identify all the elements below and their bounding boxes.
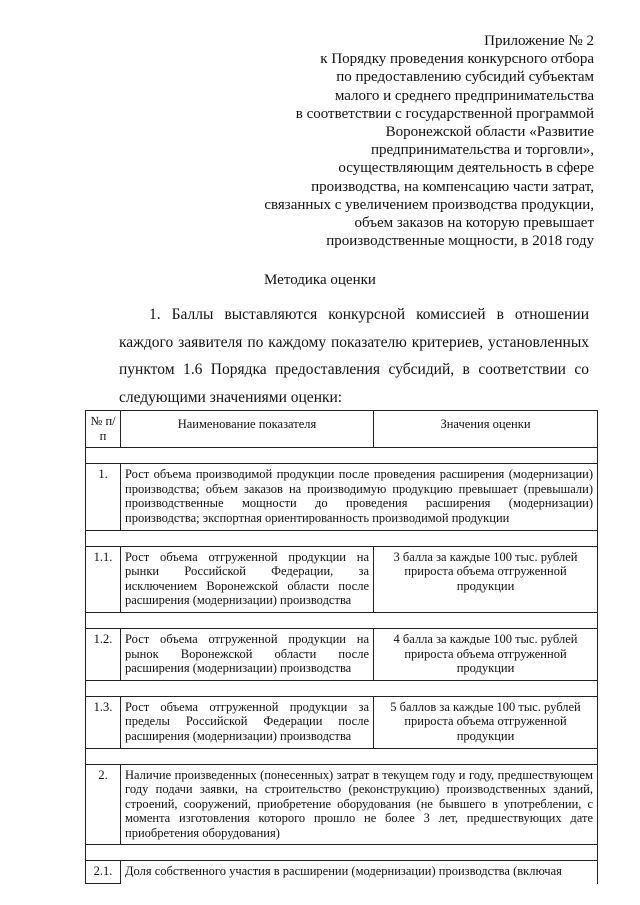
table-spacer xyxy=(86,448,598,464)
row-number: 1.2. xyxy=(86,628,121,680)
table-row xyxy=(86,696,598,748)
row-text: Рост объема производимой продукции после проведения расширения (модернизации) производства; объем заказов на производимую продукцию превышает (превышали) производственные мощности до проведения расширения (модернизации) производства; экспортная ориентированность производимой продукции xyxy=(121,464,598,530)
row-score-value: 4 балла за каждые 100 тыс. рублей прироста объема отгруженной продукции xyxy=(374,628,598,680)
appendix-line: производственные мощности, в 2018 году xyxy=(326,233,594,250)
row-number: 1.1. xyxy=(86,546,121,612)
appendix-line: в соответствии с государственной программой xyxy=(295,105,594,122)
row-text: Доля собственного участия в расширении (модернизации) производства (включая xyxy=(121,861,598,884)
appendix-line: связанных с увеличением производства продукции, xyxy=(264,196,594,213)
appendix-line: Приложение № 2 xyxy=(484,33,594,49)
table-spacer xyxy=(86,612,598,628)
appendix-line: объем заказов на которую превышает xyxy=(354,215,594,232)
appendix-line: осуществляющим деятельность в сфере xyxy=(338,160,594,177)
table-row xyxy=(86,861,598,884)
appendix-line: по предоставлению субсидий субъектам xyxy=(336,69,594,86)
row-number: 1.3. xyxy=(86,696,121,748)
intro-paragraph xyxy=(119,301,589,411)
paragraph-line: следующими значениями оценки: xyxy=(119,388,343,406)
appendix-line: производства, на компенсацию части затрат, xyxy=(311,178,594,195)
table-spacer xyxy=(86,530,598,546)
appendix-line: к Порядку проведения конкурсного отбора xyxy=(320,51,594,68)
document-title: Методика оценки xyxy=(264,272,376,288)
criteria-table xyxy=(85,410,598,884)
row-number: 2. xyxy=(86,764,121,845)
row-indicator-name: Рост объема отгруженной продукции на рынки Российской Федерации, за исключением Воронежской области после расширения (модернизации) производства xyxy=(121,546,374,612)
paragraph-line: 1. Баллы выставляются конкурсной комиссией в отношении xyxy=(149,306,589,323)
row-indicator-name: Рост объема отгруженной продукции за пределы Российской Федерации после расширения (модернизации) производства xyxy=(121,696,374,748)
table-row xyxy=(86,546,598,612)
table-spacer xyxy=(86,680,598,696)
appendix-line: малого и среднего предпринимательства xyxy=(334,87,594,104)
table-row xyxy=(86,628,598,680)
header-number: № п/п xyxy=(86,411,121,448)
table-header-row xyxy=(86,411,598,448)
paragraph-line: пунктом 1.6 Порядка предоставления субсидий, в соответствии со xyxy=(119,361,589,378)
appendix-header xyxy=(234,32,594,250)
table-row xyxy=(86,764,598,845)
header-score-values: Значения оценки xyxy=(374,411,598,448)
row-number: 1. xyxy=(86,464,121,530)
row-indicator-name: Рост объема отгруженной продукции на рынок Воронежской области после расширения (модернизации) производства xyxy=(121,628,374,680)
table-spacer xyxy=(86,748,598,764)
header-indicator-name: Наименование показателя xyxy=(121,411,374,448)
table-row xyxy=(86,464,598,530)
appendix-line: предпринимательства и торговли», xyxy=(371,142,594,159)
appendix-line: Воронежской области «Развитие xyxy=(385,124,594,141)
row-number: 2.1. xyxy=(86,861,121,884)
row-score-value: 5 баллов за каждые 100 тыс. рублей прироста объема отгруженной продукции xyxy=(374,696,598,748)
paragraph-line: каждого заявителя по каждому показателю критериев, установленных xyxy=(119,333,589,351)
row-text: Наличие произведенных (понесенных) затрат в текущем году и году, предшествующем году подачи заявки, на строительство (реконструкцию) производственных зданий, строений, сооружений, приобретение оборудования (не бывшего в употреблении, с момента изготовления которого прошло не более 3 лет, предшествующих дате приобретения оборудования) xyxy=(121,764,598,845)
table-spacer xyxy=(86,845,598,861)
row-score-value: 3 балла за каждые 100 тыс. рублей прироста объема отгруженной продукции xyxy=(374,546,598,612)
